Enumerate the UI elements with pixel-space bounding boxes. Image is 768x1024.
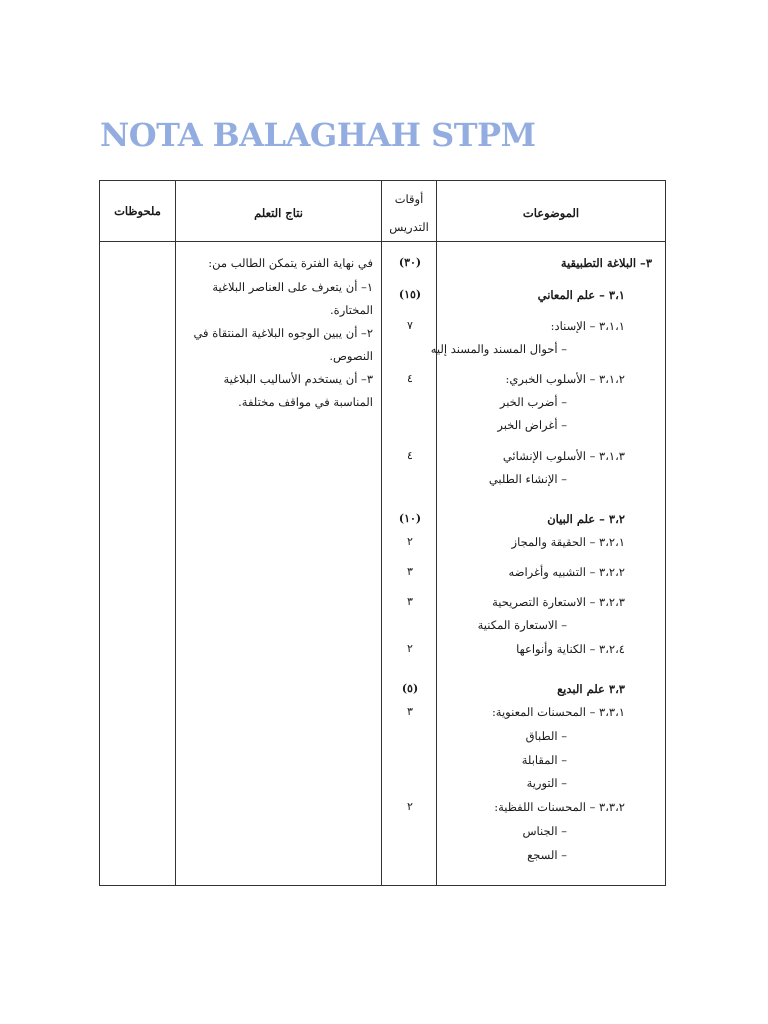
hours-value: ٢: [407, 535, 413, 548]
syllabus-table: [99, 180, 666, 886]
topic-item: ٣،٣،١ – المحسنات المعنوية:: [491, 705, 625, 719]
topic-item: ٣،٢،٣ – الاستعارة التصريحية: [492, 595, 625, 609]
topic-item: ٣،١،١ – الإسناد:: [550, 319, 625, 333]
header-divider: [100, 241, 665, 242]
topic-section: ٣– البلاغة التطبيقية: [560, 256, 652, 270]
outcome-line: المناسبة في مواقف مختلفة.: [238, 395, 373, 409]
topic-subitem: – الطباق: [525, 729, 567, 743]
topic-subitem: – الإنشاء الطلبي: [488, 472, 567, 486]
hours-value: ٧: [407, 319, 413, 332]
hours-value: (١٠): [398, 512, 422, 525]
topic-subsection: ٣،١ – علم المعاني: [537, 288, 625, 302]
header-outcomes: نتاج التعلم: [254, 206, 303, 220]
header-hours-line1: أوقات: [394, 192, 424, 206]
outcome-line: المختارة.: [330, 303, 373, 317]
column-divider: [436, 181, 437, 885]
topic-item: ٣،٢،١ – الحقيقة والمجاز: [511, 535, 625, 549]
hours-value: ٣: [407, 705, 413, 718]
outcome-line: ٣– أن يستخدم الأساليب البلاغية: [223, 372, 373, 386]
hours-value: ٤: [407, 449, 413, 462]
hours-value: (١٥): [398, 288, 422, 301]
topic-subsection: ٣،٣ علم البديع: [557, 682, 625, 696]
topic-subitem: – الاستعارة المكنية: [477, 618, 567, 632]
hours-value: (٣٠): [398, 256, 422, 269]
hours-value: ٣: [407, 565, 413, 578]
outcome-line: النصوص.: [329, 349, 373, 363]
page-title: NOTA BALAGHAH STPM: [100, 116, 536, 154]
column-divider: [175, 181, 176, 885]
topic-item: ٣،١،٣ – الأسلوب الإنشائي: [502, 449, 625, 463]
outcome-line: ٢– أن يبين الوجوه البلاغية المنتقاة في: [193, 326, 373, 340]
hours-value: ٤: [407, 372, 413, 385]
topic-item: ٣،١،٢ – الأسلوب الخبري:: [505, 372, 625, 386]
topic-subitem: – أضرب الخبر: [499, 395, 567, 409]
hours-value: (٥): [401, 682, 419, 695]
hours-value: ٣: [407, 595, 413, 608]
outcome-line: ١– أن يتعرف على العناصر البلاغية: [212, 280, 373, 294]
topic-item: ٣،٢،٤ – الكناية وأنواعها: [516, 642, 625, 656]
column-divider: [381, 181, 382, 885]
topic-subitem: – التورية: [526, 776, 567, 790]
header-notes: ملحوظات: [114, 204, 161, 218]
header-topics: الموضوعات: [522, 206, 580, 220]
topic-subitem: – أحوال المسند والمسند إليه: [430, 342, 567, 356]
topic-subitem: – السجع: [527, 848, 567, 862]
outcome-line: في نهاية الفترة يتمكن الطالب من:: [208, 256, 373, 270]
topic-subitem: – أغراض الخبر: [497, 418, 567, 432]
topic-subitem: – الجناس: [522, 824, 567, 838]
topic-item: ٣،٣،٢ – المحسنات اللفظية:: [494, 800, 625, 814]
topic-subitem: – المقابلة: [521, 753, 567, 767]
hours-value: ٢: [407, 800, 413, 813]
header-hours-line2: التدريس: [389, 220, 429, 234]
hours-value: ٢: [407, 642, 413, 655]
topic-subsection: ٣،٢ – علم البيان: [547, 512, 625, 526]
topic-item: ٣،٢،٢ – التشبيه وأغراضه: [508, 565, 625, 579]
